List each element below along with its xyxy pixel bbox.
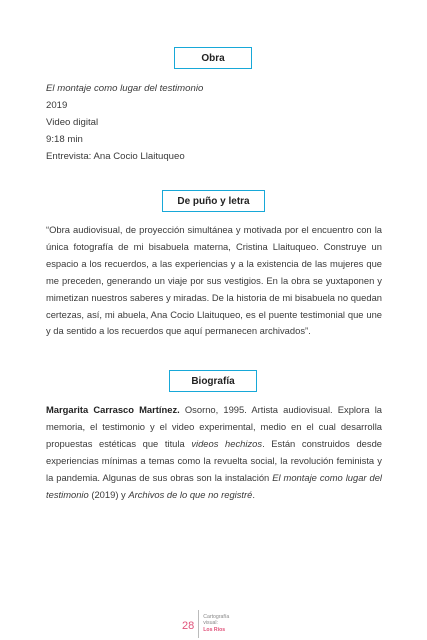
bio-italic-1: videos hechizos xyxy=(191,437,263,449)
page-number: 28 xyxy=(182,620,195,632)
bio-text-4: . xyxy=(252,488,255,500)
artist-name: Margarita Carrasco Martínez. xyxy=(46,404,180,415)
artist-statement: “Obra audiovisual, de proyección simultánea y motivada por el encuentro con la única fotografía de mi bisabuela materna, Cristina Llaituqueo. Construye un espacio a los recuerdos, a las experiencias y a la existencia de las mujeres que me preceden, generando un viaje por sus vestigios. En la obra se yuxtaponen y mimetizan nuestros saberes y miradas. De la historia de mi bisabuela no quedan certezas, así, mi abuela, Ana Cocio Llaituqueo, es el puente testimonial que une y da sentido a los recuerdos que aquí permanecen archivados”. xyxy=(46,224,382,337)
work-year: 2019 xyxy=(46,100,68,111)
bio-italic-3: Archivos de lo que no registré xyxy=(128,488,253,500)
section-heading-obra xyxy=(174,47,252,69)
work-duration: 9:18 min xyxy=(46,134,83,145)
section-heading-statement xyxy=(162,190,265,212)
heading-obra-label: Obra xyxy=(201,52,225,64)
heading-statement-label: De puño y letra xyxy=(177,195,250,207)
bio-text-3: (2019) y xyxy=(88,488,129,500)
publication-line-1: Cartografía xyxy=(203,614,230,620)
work-title: El montaje como lugar del testimonio xyxy=(46,83,204,94)
footer-divider xyxy=(198,610,199,638)
biography xyxy=(46,402,382,503)
heading-bio-label: Biografía xyxy=(191,375,235,387)
bio-text-1: Osorno, 1995. Artista audiovisual. Explora la memoria, el testimonio y el video experimental, medio en el cual desarrolla propuestas estéticas que titula xyxy=(46,404,382,449)
publication-line-3: Los Ríos xyxy=(203,626,226,633)
page-footer xyxy=(182,610,229,640)
section-heading-bio xyxy=(169,370,257,392)
bio-text-2: . Están construidos desde experiencias mínimas a temas como la revuelta social, la revolución feminista y la pandemia. Algunas de sus obras son la instalación xyxy=(46,437,382,483)
work-details xyxy=(46,80,382,165)
work-medium: Video digital xyxy=(46,117,99,128)
publication-label xyxy=(203,614,229,633)
work-interview: Entrevista: Ana Cocio Llaituqueo xyxy=(46,151,185,162)
bio-italic-2: El montaje como lugar del testimonio xyxy=(46,471,383,500)
publication-line-2: visual: xyxy=(203,620,218,627)
